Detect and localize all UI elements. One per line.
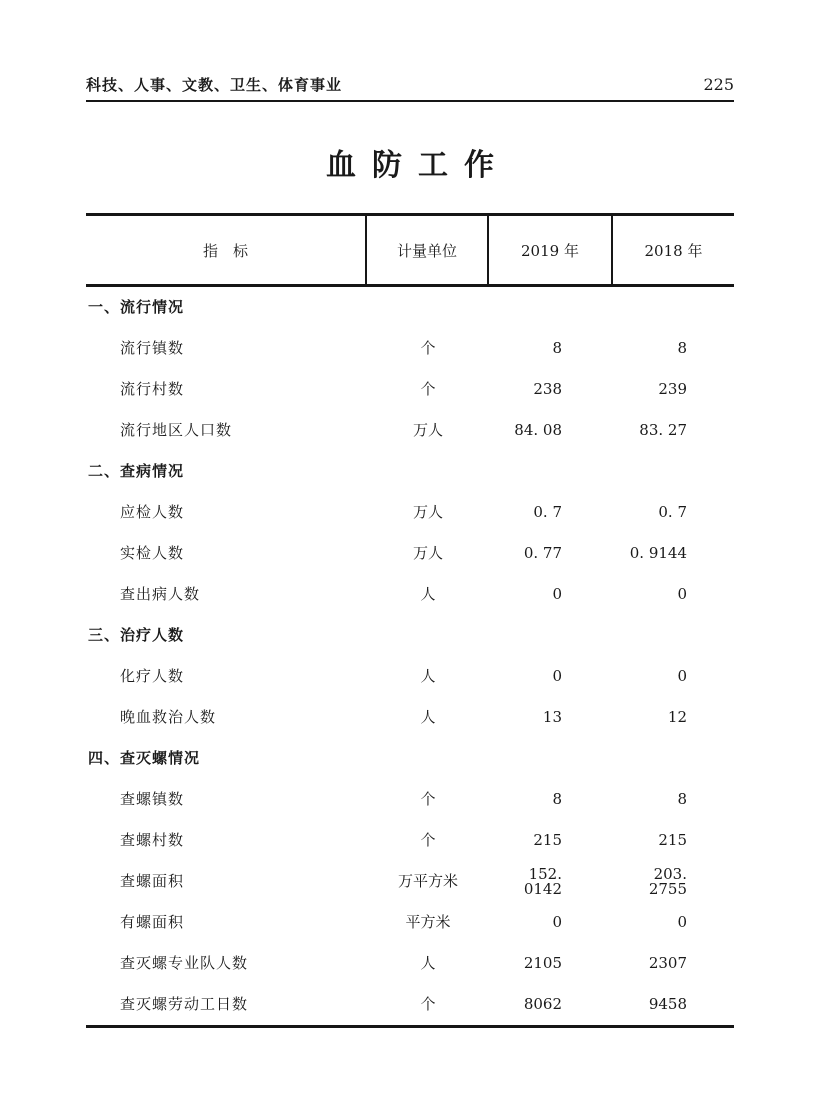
table-header-row bbox=[86, 213, 734, 287]
row-value-2019: 0 bbox=[552, 913, 562, 931]
page-title: 血防工作 bbox=[326, 148, 510, 183]
row-unit: 个 bbox=[420, 790, 436, 808]
row-label: 查螺村数 bbox=[120, 831, 185, 849]
row-unit: 人 bbox=[420, 667, 436, 685]
row-value-2019: 0. 77 bbox=[523, 544, 562, 562]
col-header-2019: 2019 年 bbox=[489, 216, 613, 284]
row-value-2019: 84. 08 bbox=[514, 421, 562, 439]
section-label: 一、流行情况 bbox=[88, 298, 185, 316]
table-row bbox=[86, 902, 734, 943]
row-value-2019: 2105 bbox=[523, 954, 562, 972]
row-label: 实检人数 bbox=[120, 544, 185, 562]
data-table bbox=[86, 213, 734, 1028]
table-row bbox=[86, 328, 734, 369]
row-value-2018: 0 bbox=[677, 913, 687, 931]
table-row bbox=[86, 943, 734, 984]
row-value-2019: 8 bbox=[552, 790, 562, 808]
row-value-2019: 8 bbox=[552, 339, 562, 357]
table-row bbox=[86, 697, 734, 738]
row-value-2018: 0 bbox=[677, 667, 687, 685]
row-label: 晚血救治人数 bbox=[120, 708, 217, 726]
row-label: 查螺镇数 bbox=[120, 790, 185, 808]
row-unit: 个 bbox=[420, 831, 436, 849]
row-value-2018: 0. 9144 bbox=[629, 544, 687, 562]
row-value-2018: 83. 27 bbox=[639, 421, 687, 439]
table-row bbox=[86, 656, 734, 697]
row-value-2019: 0 bbox=[552, 585, 562, 603]
section-label: 三、治疗人数 bbox=[88, 626, 185, 644]
row-label: 应检人数 bbox=[120, 503, 185, 521]
running-head-row bbox=[86, 0, 734, 95]
table-row bbox=[86, 779, 734, 820]
row-label: 查灭螺劳动工日数 bbox=[120, 995, 249, 1013]
section-label: 四、查灭螺情况 bbox=[88, 749, 201, 767]
section-label: 二、查病情况 bbox=[88, 462, 185, 480]
row-value-2018: 203. 2755 bbox=[648, 864, 687, 898]
row-label: 流行村数 bbox=[120, 380, 185, 398]
row-label: 流行地区人口数 bbox=[120, 421, 233, 439]
row-unit: 万人 bbox=[412, 503, 443, 521]
row-label: 查螺面积 bbox=[120, 872, 185, 890]
table-body bbox=[86, 287, 734, 1028]
section-row bbox=[86, 287, 734, 328]
table-row bbox=[86, 820, 734, 861]
page-number: 225 bbox=[703, 75, 734, 94]
row-unit: 个 bbox=[420, 995, 436, 1013]
row-unit: 人 bbox=[420, 585, 436, 603]
row-value-2018: 0 bbox=[677, 585, 687, 603]
table-row bbox=[86, 492, 734, 533]
row-value-2019: 13 bbox=[542, 708, 562, 726]
section-row bbox=[86, 738, 734, 779]
row-value-2018: 0. 7 bbox=[658, 503, 687, 521]
row-value-2019: 8062 bbox=[523, 995, 562, 1013]
row-value-2019: 152. 0142 bbox=[523, 864, 562, 898]
row-value-2018: 8 bbox=[677, 790, 687, 808]
row-value-2019: 0 bbox=[552, 667, 562, 685]
row-unit: 万人 bbox=[412, 421, 443, 439]
row-unit: 个 bbox=[420, 380, 436, 398]
row-label: 有螺面积 bbox=[120, 913, 185, 931]
table-row bbox=[86, 410, 734, 451]
row-value-2018: 215 bbox=[658, 831, 687, 849]
row-label: 查灭螺专业队人数 bbox=[120, 954, 249, 972]
row-value-2018: 8 bbox=[677, 339, 687, 357]
table-row bbox=[86, 861, 734, 902]
section-row bbox=[86, 615, 734, 656]
row-value-2018: 12 bbox=[667, 708, 687, 726]
row-value-2018: 239 bbox=[658, 380, 687, 398]
row-unit: 万人 bbox=[412, 544, 443, 562]
row-value-2019: 0. 7 bbox=[533, 503, 562, 521]
section-row bbox=[86, 451, 734, 492]
row-label: 流行镇数 bbox=[120, 339, 185, 357]
row-value-2019: 215 bbox=[533, 831, 562, 849]
page-content bbox=[86, 0, 734, 1028]
table-row bbox=[86, 533, 734, 574]
table-row bbox=[86, 369, 734, 410]
row-value-2018: 2307 bbox=[648, 954, 687, 972]
col-header-unit: 计量单位 bbox=[367, 216, 489, 284]
table-row bbox=[86, 574, 734, 615]
table-row bbox=[86, 984, 734, 1025]
row-unit: 个 bbox=[420, 339, 436, 357]
row-value-2018: 9458 bbox=[648, 995, 687, 1013]
row-unit: 万平方米 bbox=[397, 872, 458, 890]
row-value-2019: 238 bbox=[533, 380, 562, 398]
row-label: 化疗人数 bbox=[120, 667, 185, 685]
col-header-2018: 2018 年 bbox=[644, 241, 703, 260]
row-unit: 平方米 bbox=[405, 913, 451, 931]
col-header-indicator: 指 标 bbox=[86, 216, 367, 284]
row-label: 查出病人数 bbox=[120, 585, 201, 603]
row-unit: 人 bbox=[420, 708, 436, 726]
row-unit: 人 bbox=[420, 954, 436, 972]
head-rule bbox=[86, 100, 734, 102]
running-head: 科技、人事、文教、卫生、体育事业 bbox=[86, 76, 343, 94]
